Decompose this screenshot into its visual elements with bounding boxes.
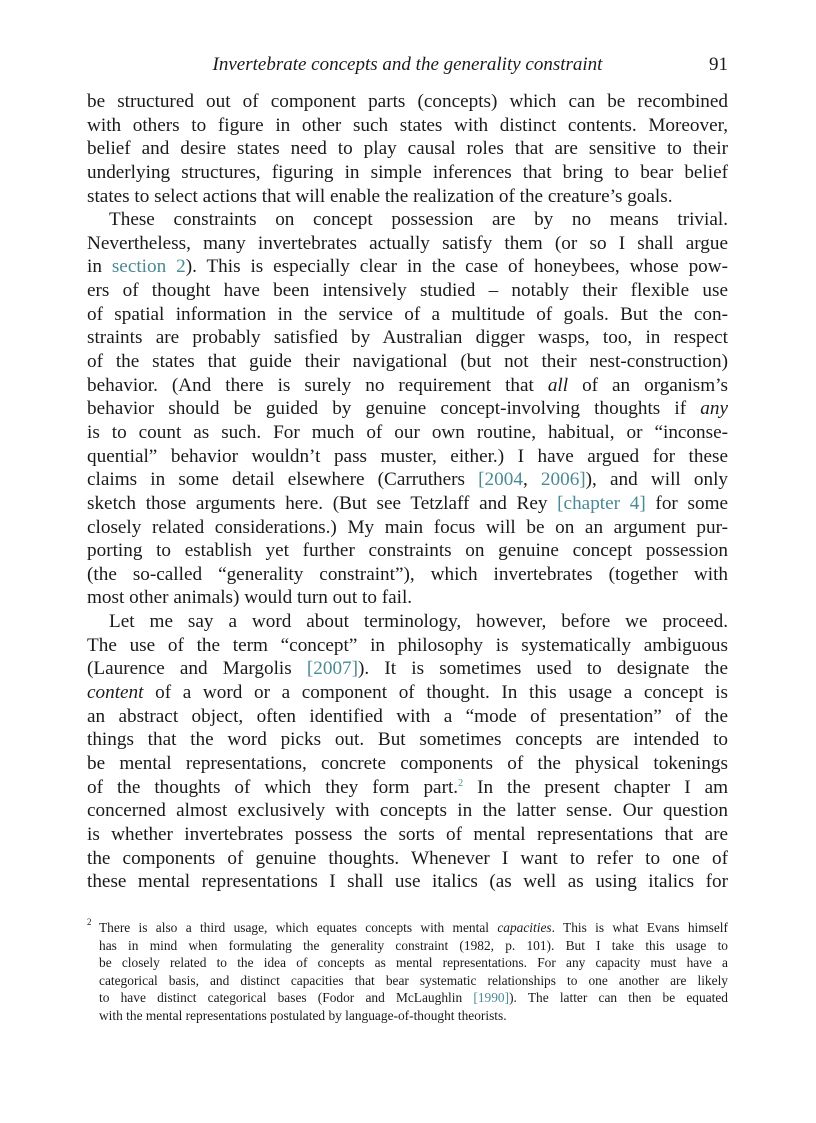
- text-span: quential” behavior wouldn’t pass muster, either.) I have argued for these: [87, 445, 728, 467]
- text-span: for some: [645, 492, 729, 514]
- text-span: Let me say a word about terminology, however, before we proceed.: [109, 611, 728, 633]
- text-span: behavior should be guided by genuine concept-involving thoughts if: [87, 398, 701, 420]
- text-line: [87, 1007, 728, 1025]
- text-span: things that the word picks out. But sometimes concepts are intended to: [87, 729, 728, 751]
- text-span: ,: [522, 469, 541, 491]
- text-span: (the so-called “generality constraint”), which invertebrates (together with: [87, 563, 728, 585]
- text-line: [87, 657, 728, 681]
- text-span: is to count as such. For much of our own routine, habitual, or “inconse-: [87, 421, 728, 443]
- text-line: [87, 185, 728, 209]
- text-span: ers of thought have been intensively studied – notably their flexible use: [87, 280, 728, 302]
- text-line: [87, 445, 728, 469]
- text-span: In the present chapter I am: [463, 776, 729, 798]
- text-line: [87, 468, 728, 492]
- text-span: has in mind when formulating the generality constraint (1982, p. 101). But I take this usage to: [99, 937, 728, 953]
- text-span: ), and will only: [585, 469, 729, 491]
- italic-text: all: [547, 374, 569, 396]
- text-line: [87, 705, 728, 729]
- text-span: ). The latter can then be equated: [509, 990, 728, 1006]
- text-span: of spatial information in the service of a multitude of goals. But the con-: [87, 303, 728, 325]
- text-line: [87, 492, 728, 516]
- text-line: [87, 799, 728, 823]
- text-span: be closely related to the idea of concepts as mental representations. For any capacity must have a: [99, 955, 728, 971]
- text-line: [87, 326, 728, 350]
- text-span: is whether invertebrates possess the sorts of mental representations that are: [87, 823, 728, 845]
- text-span: closely related considerations.) My main focus will be on an argument pur-: [87, 516, 728, 538]
- text-span: sketch those arguments here. (But see Tetzlaff and Rey: [87, 492, 558, 514]
- text-span: These constraints on concept possession are by no means trivial.: [109, 209, 728, 231]
- text-span: underlying structures, figuring in simple inferences that bring to bear belief: [87, 161, 728, 183]
- text-span: (Laurence and Margolis: [87, 658, 307, 680]
- text-line: [87, 776, 728, 800]
- running-title: Invertebrate concepts and the generality constraint: [212, 54, 603, 75]
- text-span: The use of the term “concept” in philosophy is systematically ambiguous: [87, 634, 728, 656]
- running-header: [87, 54, 728, 78]
- text-span: these mental representations I shall use italics (as well as using italics for: [87, 871, 728, 893]
- italic-text: content: [87, 682, 144, 704]
- text-line: [87, 586, 728, 610]
- text-line: [87, 563, 728, 587]
- text-span: the components of genuine thoughts. Whenever I want to refer to one of: [87, 847, 728, 869]
- text-span: of an organism’s: [568, 374, 728, 396]
- text-span: belief and desire states need to play causal roles that are sensitive to their: [87, 138, 728, 160]
- text-span: ). This is especially clear in the case of honeybees, whose pow-: [185, 256, 728, 278]
- text-line: [87, 610, 728, 634]
- text-line: [87, 137, 728, 161]
- text-span: of the states that guide their navigational (but not their nest-construction): [87, 351, 728, 373]
- text-span: be structured out of component parts (concepts) which can be recombined: [87, 91, 728, 112]
- text-span: with others to figure in other such states with distinct contents. Moreover,: [87, 114, 728, 136]
- footnote: [87, 919, 728, 1025]
- reference-link[interactable]: [2007]: [306, 658, 359, 680]
- text-span: of the thoughts of which they form part.: [87, 776, 459, 798]
- body-text: [87, 90, 728, 894]
- text-line: [87, 539, 728, 563]
- text-line: [87, 397, 728, 421]
- text-span: straints are probably satisfied by Australian digger wasps, too, in respect: [87, 327, 728, 349]
- text-line: [87, 823, 728, 847]
- text-span: be mental representations, concrete components of the physical tokenings: [87, 752, 728, 774]
- reference-link[interactable]: section 2: [111, 256, 186, 278]
- reference-link[interactable]: [1990]: [473, 990, 510, 1006]
- text-line: [87, 90, 728, 114]
- text-line: [87, 303, 728, 327]
- reference-link[interactable]: 2006]: [540, 469, 586, 491]
- text-line: [87, 634, 728, 658]
- text-line: [87, 870, 728, 894]
- text-line: [87, 421, 728, 445]
- text-span: There is also a third usage, which equates concepts with mental: [99, 920, 498, 935]
- text-line: [87, 752, 728, 776]
- text-span: . This is what Evans himself: [551, 920, 728, 935]
- text-line: [87, 847, 728, 871]
- text-line: [87, 208, 728, 232]
- footnote-lines: [87, 919, 728, 1025]
- text-span: most other animals) would turn out to fail.: [87, 587, 413, 609]
- text-span: of a word or a component of thought. In this usage a concept is: [143, 682, 728, 704]
- text-line: [87, 937, 728, 955]
- page-number: 91: [709, 54, 728, 75]
- text-line: [87, 232, 728, 256]
- text-line: [87, 350, 728, 374]
- text-line: [87, 919, 728, 937]
- text-span: behavior. (And there is surely no requirement that: [87, 374, 548, 396]
- text-span: in: [87, 256, 112, 278]
- text-line: [87, 728, 728, 752]
- reference-link[interactable]: [2004: [478, 469, 523, 491]
- text-span: ). It is sometimes used to designate the: [358, 658, 728, 680]
- text-line: [87, 954, 728, 972]
- text-line: [87, 681, 728, 705]
- text-line: [87, 989, 728, 1007]
- text-span: claims in some detail elsewhere (Carruthers: [87, 469, 479, 491]
- text-span: to have distinct categorical bases (Fodor and McLaughlin: [99, 990, 474, 1006]
- text-span: Nevertheless, many invertebrates actually satisfy them (or so I shall argue: [87, 232, 728, 254]
- italic-text: capacities: [497, 920, 552, 935]
- footnote-ref-link[interactable]: 2: [458, 777, 464, 789]
- text-line: [87, 161, 728, 185]
- text-span: categorical basis, and distinct capacities that bear systematic relationships to one another are likely: [99, 972, 728, 988]
- text-line: [87, 374, 728, 398]
- text-span: with the mental representations postulated by language-of-thought theorists.: [99, 1007, 507, 1023]
- text-line: [87, 255, 728, 279]
- text-line: [87, 516, 728, 540]
- text-span: an abstract object, often identified with a “mode of presentation” of the: [87, 705, 728, 727]
- text-span: states to select actions that will enable the realization of the creature’s goals.: [87, 185, 673, 207]
- text-span: concerned almost exclusively with concepts in the latter sense. Our question: [87, 800, 728, 822]
- italic-text: any: [700, 398, 728, 420]
- reference-link[interactable]: [chapter 4]: [557, 492, 646, 514]
- text-line: [87, 114, 728, 138]
- text-line: [87, 972, 728, 990]
- text-line: [87, 279, 728, 303]
- text-span: porting to establish yet further constraints on genuine concept possession: [87, 540, 728, 562]
- footnote-mark: 2: [87, 917, 92, 927]
